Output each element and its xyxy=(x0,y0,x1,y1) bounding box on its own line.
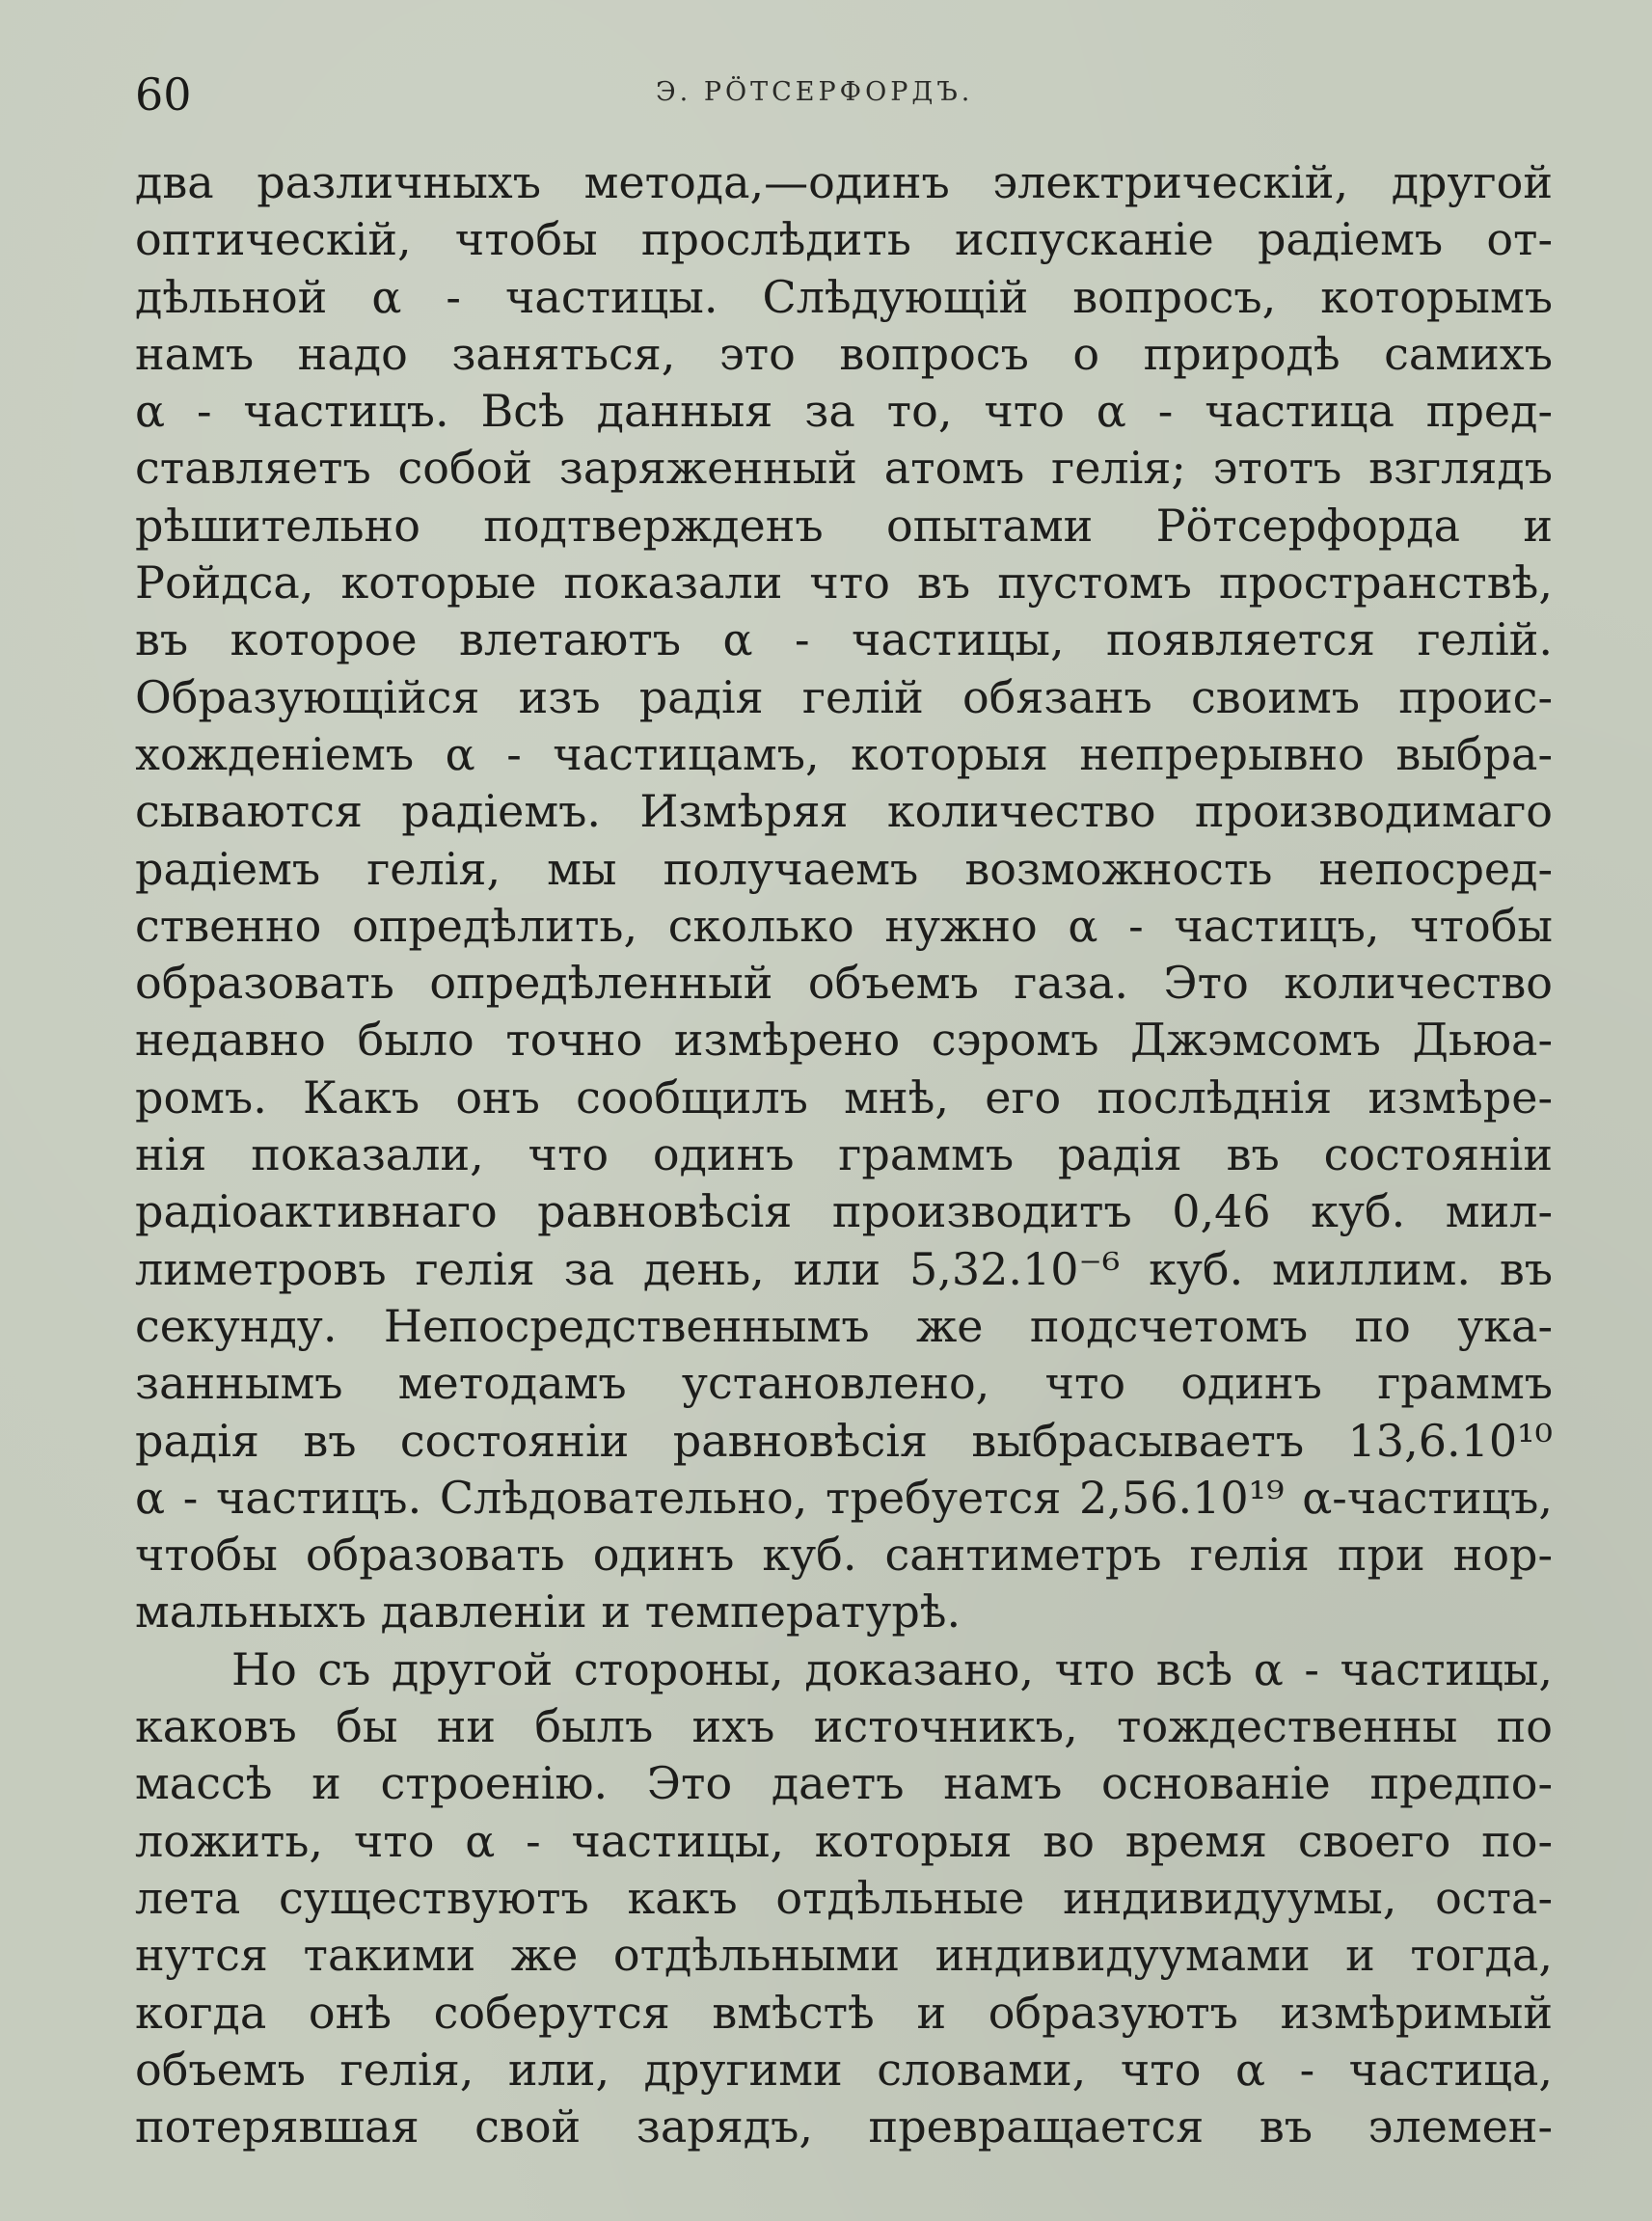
body-text xyxy=(135,154,1553,2155)
text-line: нія показали, что одинъ граммъ радія въ состояніи xyxy=(135,1128,1553,1181)
running-head: Э. РӦТСЕРФОРДЪ. xyxy=(656,77,974,107)
text-line: недавно было точно измѣрено сэромъ Джэмсомъ Дьюа- xyxy=(135,1014,1553,1067)
text-line: α - частицъ. Слѣдовательно, требуется 2,56.10¹⁹ α-частицъ, xyxy=(135,1471,1553,1524)
text-line: рѣшительно подтвержденъ опытами Рӧтсерфорда и xyxy=(135,499,1553,552)
text-line: ственно опредѣлить, сколько нужно α - частицъ, чтобы xyxy=(135,899,1553,952)
text-line: Образующійся изъ радія гелій обязанъ своимъ проис- xyxy=(135,670,1553,723)
text-line: два различныхъ метода,—одинъ электрическій, другой xyxy=(135,156,1553,208)
page-header xyxy=(135,66,1553,123)
text-line: хожденіемъ α - частицамъ, которыя непрерывно выбра- xyxy=(135,727,1553,780)
text-line: радіемъ гелія, мы получаемъ возможность непосред- xyxy=(135,842,1553,895)
text-line: въ которое влетаютъ α - частицы, появляется гелій. xyxy=(135,613,1553,666)
text-line: потерявшая свой зарядъ, превращается въ элемен- xyxy=(135,2100,1553,2153)
text-line: оптическій, чтобы прослѣдить испусканіе радіемъ от- xyxy=(135,213,1553,266)
page-number: 60 xyxy=(135,68,192,121)
text-line: чтобы образовать одинъ куб. сантиметръ гелія при нор- xyxy=(135,1529,1553,1582)
paragraph-end-line: мальныхъ давленіи и температурѣ. xyxy=(135,1585,961,1639)
text-line: лета существуютъ какъ отдѣльные индивидуумы, оста- xyxy=(135,1871,1553,1924)
text-line: каковъ бы ни былъ ихъ источникъ, тождественны по xyxy=(135,1700,1553,1753)
text-line: секунду. Непосредственнымъ же подсчетомъ по ука- xyxy=(135,1299,1553,1352)
text-line: намъ надо заняться, это вопросъ о природѣ самихъ xyxy=(135,327,1553,380)
text-line: ложить, что α - частицы, которыя во время своего по- xyxy=(135,1814,1553,1867)
text-line: радіоактивнаго равновѣсія производитъ 0,46 куб. мил- xyxy=(135,1185,1553,1238)
text-line: когда онѣ соберутся вмѣстѣ и образуютъ измѣримый xyxy=(135,1986,1553,2039)
text-line: заннымъ методамъ установлено, что одинъ граммъ xyxy=(135,1357,1553,1410)
text-line: сываются радіемъ. Измѣряя количество производимаго xyxy=(135,785,1553,838)
text-line: радія въ состояніи равновѣсія выбрасываетъ 13,6.10¹⁰ xyxy=(135,1414,1553,1467)
text-line: α - частицъ. Всѣ данныя за то, что α - частица пред- xyxy=(135,385,1553,438)
text-line: нутся такими же отдѣльными индивидуумами и тогда, xyxy=(135,1929,1553,1982)
text-line: ставляетъ собой заряженный атомъ гелія; этотъ взглядъ xyxy=(135,442,1553,495)
text-line: лиметровъ гелія за день, или 5,32.10⁻⁶ куб. миллим. въ xyxy=(135,1242,1553,1295)
text-line: объемъ гелія, или, другими словами, что α - частица, xyxy=(135,2043,1553,2096)
text-line: дѣльной α - частицы. Слѣдующій вопросъ, которымъ xyxy=(135,270,1553,323)
text-line: образовать опредѣленный объемъ газа. Это количество xyxy=(135,957,1553,1010)
text-line: Ройдса, которые показали что въ пустомъ пространствѣ, xyxy=(135,556,1553,609)
text-line: массѣ и строенію. Это даетъ намъ основаніе предпо- xyxy=(135,1757,1553,1810)
paragraph-start-line: Но съ другой стороны, доказано, что всѣ α - частицы, xyxy=(231,1642,1553,1695)
text-line: ромъ. Какъ онъ сообщилъ мнѣ, его послѣднія измѣре- xyxy=(135,1070,1553,1124)
